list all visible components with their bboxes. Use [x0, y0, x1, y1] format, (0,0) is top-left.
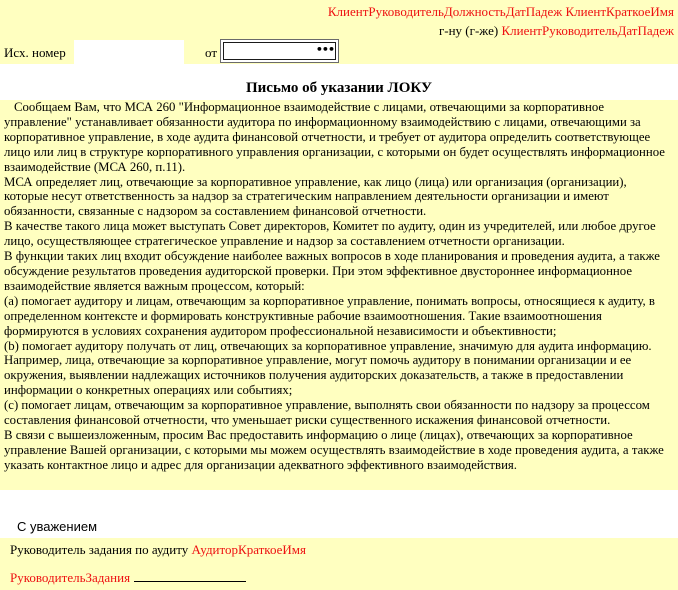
recipient-name-dative-field[interactable]: КлиентРуководительДатПадеж [501, 23, 674, 38]
paragraph-functions: В функции таких лиц входит обсуждение наиболее важных вопросов в ходе планирования и проведения аудита, а также обсуждение результатов проведения аудиторской проверки. При этом эффективное двустороннее информационное взаимодействие является важным процессом, который: [4, 249, 660, 293]
date-picker-icon[interactable]: ••• [315, 43, 334, 56]
paragraph-item-c: (с) помогает лицам, отвечающим за корпоративное управление, выполнять свои обязанности по надзору за процессом составления финансовой отчетности, что уменьшает риски существенного искажения финансовой отчетности. [4, 398, 650, 428]
leader-signature-line [10, 570, 246, 586]
outgoing-number-value [74, 40, 184, 50]
salutation-line [439, 23, 674, 39]
paragraph-definition: МСА определяет лиц, отвечающие за корпоративное управление, как лицо (лица) или организация (организации), которые несут ответственность за надзор за стратегическим направлением деятельности организации и имеют обязанности, связанные с надзором за составлением финансовой отчетности. [4, 174, 627, 219]
paragraph-intro: Сообщаем Вам, что МСА 260 "Информационное взаимодействие с лицами, отвечающими за корпоративное управление" устанавливает обязанности аудитора по информационному взаимодействию с лицами, отвечающими за корпоративное управление, в ходе аудита финансовой отчетности, и требует от аудитора определить соответствующее лицо или лиц в структуре корпоративного управления организации, с которыми он будет осуществлять информационное взаимодействие (МСА 260, п.11). [4, 100, 665, 174]
outgoing-date-input[interactable] [220, 39, 339, 63]
paragraph-examples: В качестве такого лица может выступать Совет директоров, Комитет по аудиту, один из учредителей, или любое другое лицо, осуществляющее стратегическое управление и надзор за составлением отчетности организации. [4, 219, 656, 249]
header-recipient-position-row [0, 0, 678, 22]
outgoing-number-input[interactable] [74, 40, 184, 64]
auditor-short-name-field[interactable]: АудиторКраткоеИмя [191, 542, 306, 557]
signature-underline [134, 570, 246, 582]
leader-signature-field[interactable]: РуководительЗадания [10, 570, 131, 585]
paragraph-item-b: (b) помогает аудитору получать от лиц, отвечающих за корпоративное управление, значимую для аудита информацию. Например, лица, отвечающие за корпоративное управление, могут помочь аудитору в понимании организации и ее окружения, выявлении надлежащих источников получения аудиторских доказательств, а также в предоставлении информации о конкретных операциях или событиях; [4, 338, 652, 398]
outgoing-number-label: Исх. номер [4, 45, 66, 60]
outgoing-number-row [0, 40, 678, 64]
letter-title: Письмо об указании ЛОКУ [246, 80, 432, 96]
regards-text: С уважением [17, 519, 98, 534]
outgoing-date-label: от [205, 45, 218, 60]
salutation-prefix: г-ну (г-же) [438, 23, 499, 38]
leader-line [10, 542, 306, 558]
recipient-position-line [328, 4, 674, 20]
recipient-short-name-field[interactable]: КлиентКраткоеИмя [565, 4, 674, 19]
letter-body [0, 100, 678, 490]
paragraph-item-a: (а) помогает аудитору и лицам, отвечающим за корпоративное управление, понимать вопросы, относящиеся к аудиту, в определенном контексте и формировать конструктивные рабочие взаимоотношения. Такие взаимоотношения формируются в условиях сохранения аудитором профессиональной независимости и объективности; [4, 293, 655, 338]
header-salutation-row [0, 22, 678, 40]
paragraph-request: В связи с вышеизложенным, просим Вас предоставить информацию о лице (лицах), отвечающих за корпоративное управление Вашей организации, с которыми мы можем осуществлять взаимодействие в ходе проведения аудита, а также указать контактное лицо и адрес для организации адекватного эффективного взаимодействия. [4, 427, 664, 472]
leader-label: Руководитель задания по аудиту [10, 542, 189, 557]
letter-body-text [0, 100, 678, 473]
signature-block [0, 538, 678, 590]
recipient-position-field[interactable]: КлиентРуководительДолжностьДатПадеж [327, 4, 563, 19]
